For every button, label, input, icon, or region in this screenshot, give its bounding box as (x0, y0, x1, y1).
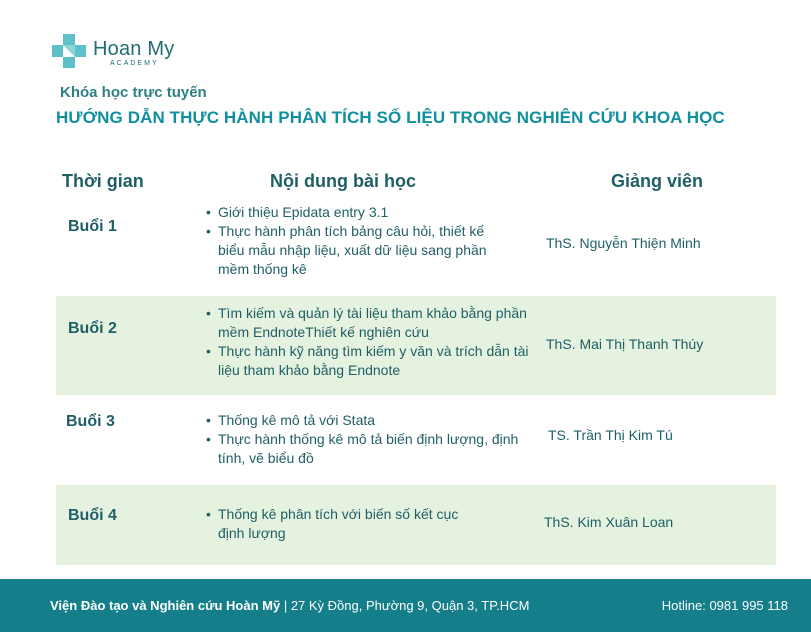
header-content: Nội dung bài học (270, 171, 416, 191)
header-teacher: Giảng viên (611, 171, 704, 191)
teacher-name: ThS. Nguyễn Thiện Minh (546, 235, 701, 251)
session-label: Buổi 2 (68, 320, 117, 337)
lesson-list (206, 304, 541, 380)
lesson-list (206, 203, 501, 279)
lesson-item: • Thực hành kỹ năng tìm kiếm y văn và trích dẫn tài liệu tham khảo bằng Endnote (206, 342, 541, 380)
lesson-item: • Giới thiệu Epidata entry 3.1 (206, 203, 501, 222)
hoanmy-logo (52, 34, 212, 74)
lesson-item: • Thực hành thống kê mô tả biến định lượng, định tính, vẽ biểu đồ (206, 430, 531, 468)
schedule-row (56, 198, 776, 292)
session-label: Buổi 1 (68, 218, 117, 235)
lesson-list (206, 505, 476, 543)
course-subtitle: Khóa học trực tuyến (60, 84, 207, 101)
footer-organization: Viện Đào tạo và Nghiên cứu Hoàn Mỹ (50, 598, 281, 613)
lesson-item: • Tìm kiếm và quản lý tài liệu tham khảo bằng phần mềm EndnoteThiết kế nghiên cứu (206, 304, 541, 342)
schedule-row (56, 398, 776, 482)
brand-name: Hoan My (93, 38, 175, 60)
teacher-name: ThS. Mai Thị Thanh Thúy (546, 336, 704, 352)
footer-hotline: Hotline: 0981 995 118 (661, 598, 788, 613)
session-label: Buổi 4 (68, 507, 117, 524)
lesson-item: • Thống kê phân tích với biến số kết cục định lượng (206, 505, 476, 543)
footer-bar (0, 579, 811, 632)
footer-street: | 27 Kỳ Đồng, Phường 9, Quận 3, TP.HCM (280, 598, 530, 613)
header-time: Thời gian (62, 171, 144, 191)
lesson-list (206, 411, 531, 468)
brand-tagline: ACADEMY (110, 60, 159, 67)
medical-cross-icon (52, 34, 86, 68)
lesson-item: • Thực hành phân tích bảng câu hỏi, thiết kế biểu mẫu nhập liệu, xuất dữ liệu sang phần mềm thống kê (206, 222, 501, 279)
schedule-row (56, 296, 776, 395)
session-label: Buổi 3 (66, 413, 115, 430)
teacher-name: ThS. Kim Xuân Loan (544, 514, 674, 530)
lesson-item: • Thống kê mô tả với Stata (206, 411, 531, 430)
teacher-name: TS. Trần Thị Kim Tú (548, 427, 673, 443)
schedule-row (56, 485, 776, 565)
footer-address (50, 598, 529, 613)
course-title: HƯỚNG DẪN THỰC HÀNH PHÂN TÍCH SỐ LIỆU TRONG NGHIÊN CỨU KHOA HỌC (56, 108, 725, 127)
